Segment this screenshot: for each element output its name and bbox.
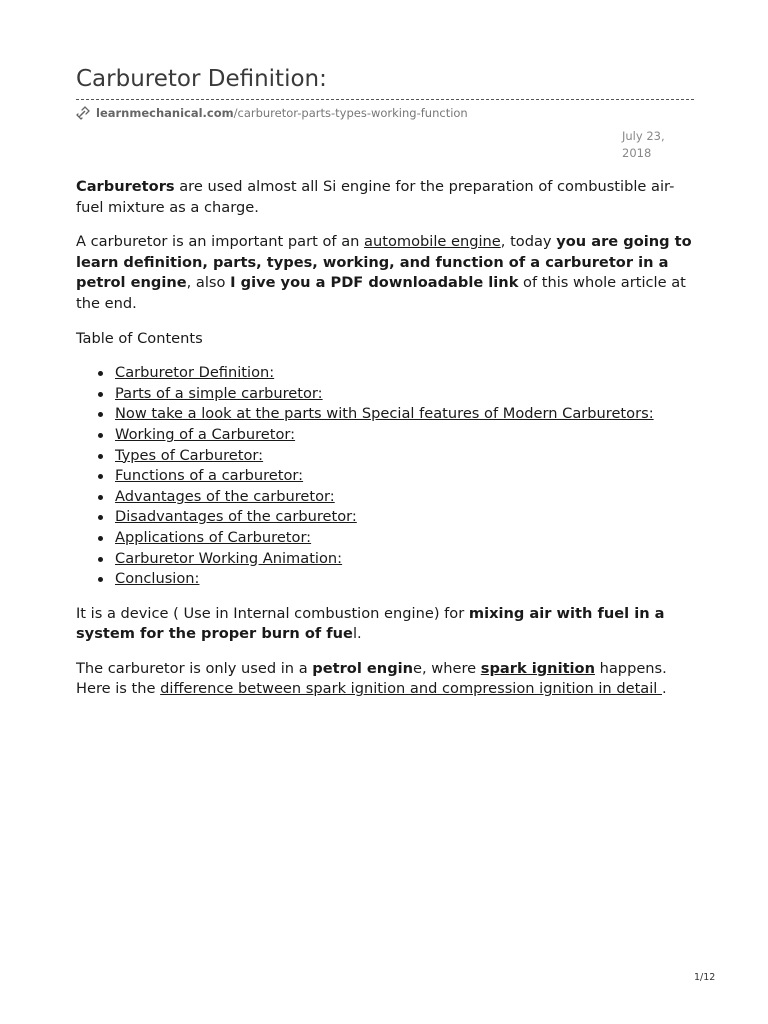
toc-link[interactable]: Disadvantages of the carburetor: [115,508,357,526]
toc-link[interactable]: Now take a look at the parts with Special features of Modern Carburetors: [115,405,654,423]
text: happens. Here is the [76,659,667,698]
toc-item [115,446,696,467]
toc-link[interactable]: Working of a Carburetor: [115,425,296,443]
toc-link[interactable]: Applications of Carburetor: [115,528,312,546]
text: . [661,680,667,698]
link-icon [76,106,90,120]
article-body [76,177,696,714]
paragraph-1 [76,177,696,218]
text: It is a device ( Use in Internal combustion engine) for [76,604,469,622]
publish-date [622,128,692,162]
toc-item [115,363,696,384]
toc-title: Table of Contents [76,329,203,347]
date-line-1: July 23, [622,129,665,143]
spark-ignition-link[interactable] [481,660,595,677]
text: , also [186,274,231,292]
toc-item [115,549,696,570]
automobile-engine-link[interactable]: automobile engine [364,233,501,251]
toc-link[interactable]: Conclusion: [115,570,200,588]
toc-link[interactable]: Carburetor Working Animation: [115,549,343,567]
toc-link[interactable]: Carburetor Definition: [115,364,275,382]
text: The carburetor is only used in a [76,659,313,677]
title-divider [76,99,694,100]
si-vs-ci-link[interactable]: difference between spark ignition and compression ignition in detail [160,680,662,698]
bold-text: mixing air with fuel in a system for the proper burn of fue [76,604,665,643]
text: of this whole article at the end. [76,274,686,312]
toc-item [115,507,696,528]
source-path: /carburetor-parts-types-working-function [233,106,468,120]
text: l. [352,625,362,643]
bold-link-text: spark ignition [480,659,595,677]
paragraph-3 [76,604,696,645]
toc-link[interactable]: Functions of a carburetor: [115,467,304,485]
toc-item [115,569,696,590]
toc-item [115,528,696,549]
text: e, where [413,659,481,677]
page-title: Carburetor Definition: [76,66,327,92]
page-number: 1/12 [694,972,716,983]
table-of-contents [76,363,696,590]
toc-item [115,384,696,405]
toc-link[interactable]: Advantages of the carburetor: [115,487,335,505]
toc-link[interactable]: Parts of a simple carburetor: [115,384,323,402]
date-line-2: 2018 [622,146,652,160]
toc-link[interactable]: Types of Carburetor: [115,446,264,464]
paragraph-2 [76,232,696,314]
source-url[interactable] [76,106,468,120]
toc-item [115,404,696,425]
text: , today [500,233,557,251]
toc-item [115,425,696,446]
toc-item [115,466,696,487]
text: A carburetor is an important part of an [76,233,365,251]
paragraph-4 [76,659,696,700]
bold-text: I give you a PDF downloadable link [230,274,519,292]
bold-term: Carburetors [76,178,175,195]
text: are used almost all Si engine for the preparation of combustible air-fuel mixture as a charge. [76,178,675,216]
toc-item [115,487,696,508]
bold-text: you are going to learn definition, parts, types, working, and function of a carburetor in a petrol engine [76,233,692,292]
bold-text: petrol engin [312,659,414,677]
source-domain: learnmechanical.com [96,106,234,120]
